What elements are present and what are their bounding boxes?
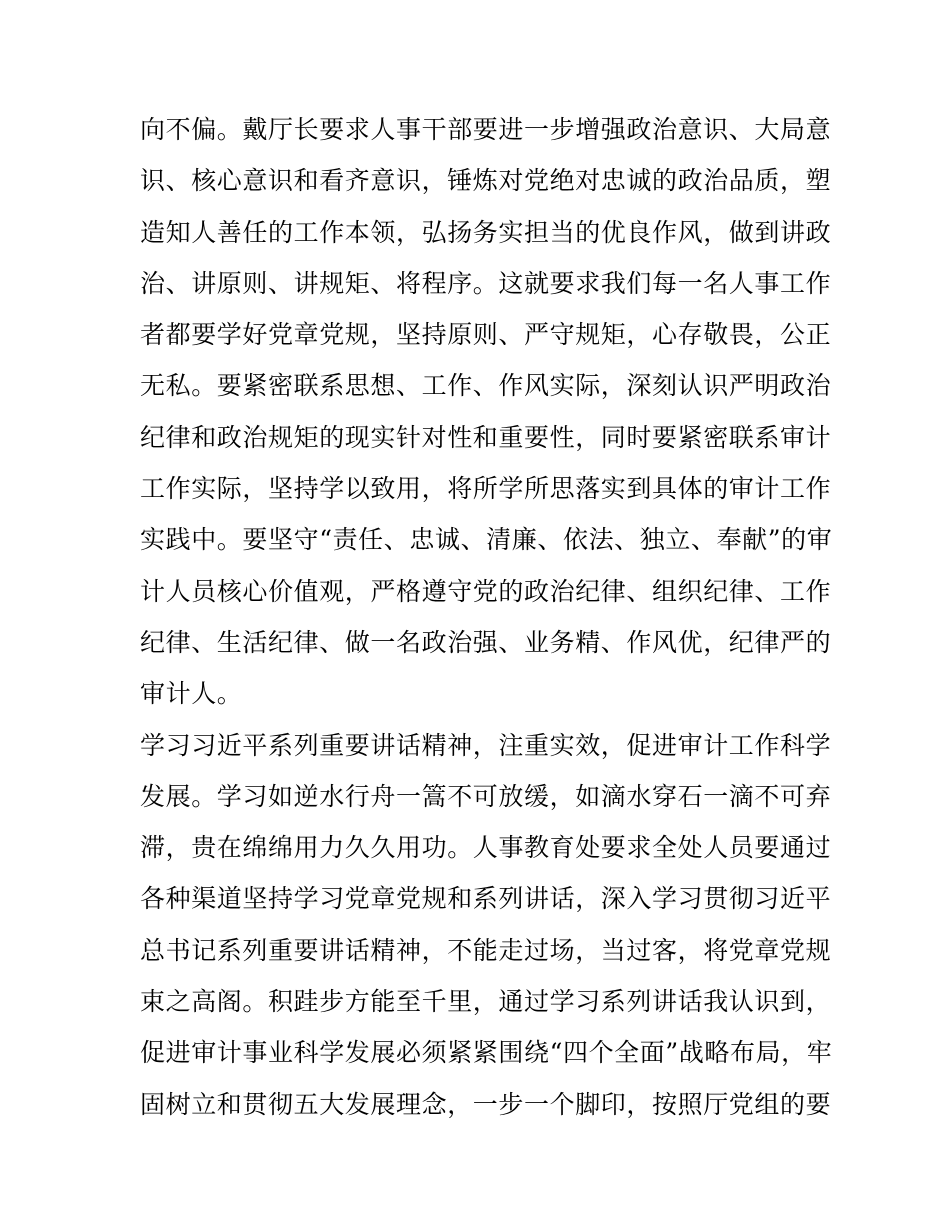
body-text bbox=[140, 104, 833, 1130]
text-line: 者都要学好党章党规，坚持原则、严守规矩，心存敬畏，公正 bbox=[140, 320, 832, 350]
text-line: 实践中。要坚守“责任、忠诚、清廉、依法、独立、奉献”的审 bbox=[140, 525, 833, 555]
text-line: 各种渠道坚持学习党章党规和系列讲话，深入学习贯彻习近平 bbox=[140, 884, 832, 914]
text-line: 识、核心意识和看齐意识，锤炼对党绝对忠诚的政治品质，塑 bbox=[140, 166, 832, 196]
text-line: 促进审计事业科学发展必须紧紧围绕“四个全面”战略布局，牢 bbox=[140, 1038, 833, 1068]
text-line: 束之高阁。积跬步方能至千里，通过学习系列讲话我认识到， bbox=[140, 987, 832, 1017]
text-line: 滞，贵在绵绵用力久久用功。人事教育处要求全处人员要通过 bbox=[140, 833, 832, 863]
text-line: 发展。学习如逆水行舟一篙不可放缓，如滴水穿石一滴不可弃 bbox=[140, 781, 832, 811]
text-line: 计人员核心价值观，严格遵守党的政治纪律、组织纪律、工作 bbox=[140, 576, 832, 606]
text-line: 治、讲原则、讲规矩、将程序。这就要求我们每一名人事工作 bbox=[140, 268, 832, 298]
text-line: 无私。要紧密联系思想、工作、作风实际，深刻认识严明政治 bbox=[140, 371, 832, 401]
text-line: 固树立和贯彻五大发展理念，一步一个脚印，按照厅党组的要 bbox=[140, 1089, 832, 1119]
text-line: 纪律、生活纪律、做一名政治强、业务精、作风优，纪律严的 bbox=[140, 627, 832, 657]
text-line: 造知人善任的工作本领，弘扬务实担当的优良作风，做到讲政 bbox=[140, 217, 832, 247]
text-line: 向不偏。戴厅长要求人事干部要进一步增强政治意识、大局意 bbox=[140, 115, 832, 144]
text-line: 审计人。 bbox=[140, 679, 243, 709]
text-line: 纪律和政治规矩的现实针对性和重要性，同时要紧密联系审计 bbox=[140, 422, 832, 452]
text-line: 总书记系列重要讲话精神，不能走过场，当过客，将党章党规 bbox=[140, 935, 832, 965]
text-line: 工作实际，坚持学以致用，将所学所思落实到具体的审计工作 bbox=[140, 474, 832, 504]
text-line: 学习习近平系列重要讲话精神，注重实效，促进审计工作科学 bbox=[140, 730, 832, 760]
